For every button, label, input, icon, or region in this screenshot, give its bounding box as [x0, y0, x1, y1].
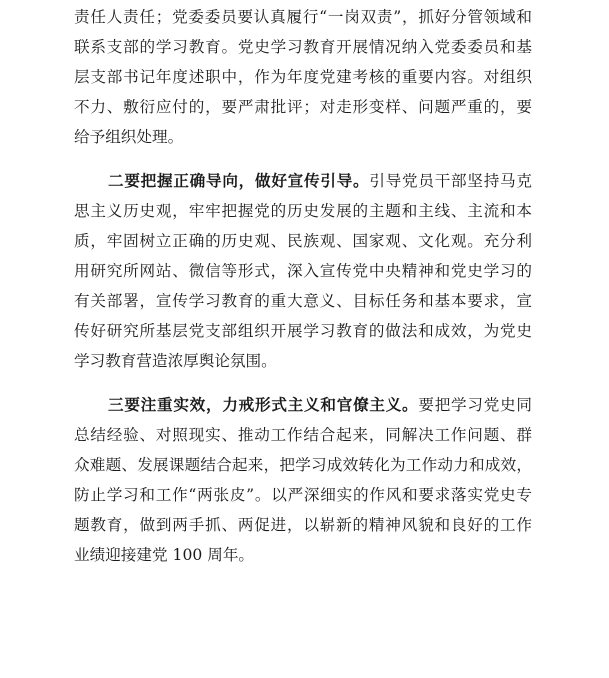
paragraph-accountability [74, 2, 532, 152]
text-line: 思主义历史观，牢牢把握党的历史发展的主题和主线、主流和本 [74, 202, 532, 220]
text-run: 要把学习党史同 [418, 396, 532, 414]
text-line: 题教育，做到两手抓、两促进，以崭新的精神风貌和良好的工作 [74, 516, 532, 534]
document-page [74, 2, 532, 570]
text-line: 联系支部的学习教育。党史学习教育开展情况纳入党委委员和基 [74, 38, 532, 56]
text-line: 层支部书记年度述职中，作为年度党建考核的重要内容。对组织 [74, 68, 532, 86]
text-line: 用研究所网站、微信等形式，深入宣传党中央精神和党史学习的 [74, 262, 532, 280]
text-line: 不力、敷衍应付的，要严肃批评；对走形变样、问题严重的，要 [74, 98, 532, 116]
text-line: 有关部署，宣传学习教育的重大意义、目标任务和基本要求，宣 [74, 292, 532, 310]
paragraph-heading: 三要注重实效，力戒形式主义和官僚主义。 [108, 395, 419, 414]
paragraph-publicity [74, 166, 532, 376]
paragraph-effectiveness [74, 390, 532, 570]
text-line [74, 166, 532, 196]
text-line: 防止学习和工作“两张皮”。以严深细实的作风和要求落实党史专 [74, 486, 532, 504]
text-line: 总结经验、对照现实、推动工作结合起来，同解决工作问题、群 [74, 426, 532, 444]
text-line: 学习教育营造浓厚舆论氛围。 [74, 352, 277, 370]
text-line: 业绩迎接建党 100 周年。 [74, 546, 255, 564]
text-run: 引导党员干部坚持马克 [369, 172, 532, 190]
text-line: 质，牢固树立正确的历史观、民族观、国家观、文化观。充分利 [74, 232, 532, 250]
text-line: 责任人责任；党委委员要认真履行“一岗双责”，抓好分管领域和 [74, 8, 532, 26]
text-line [74, 390, 532, 420]
paragraph-heading: 二要把握正确导向，做好宣传引导。 [108, 171, 370, 190]
text-line: 众难题、发展课题结合起来，把学习成效转化为工作动力和成效， [74, 456, 532, 474]
text-line: 传好研究所基层党支部组织开展学习教育的做法和成效，为党史 [74, 322, 532, 340]
text-line: 给予组织处理。 [74, 128, 184, 146]
